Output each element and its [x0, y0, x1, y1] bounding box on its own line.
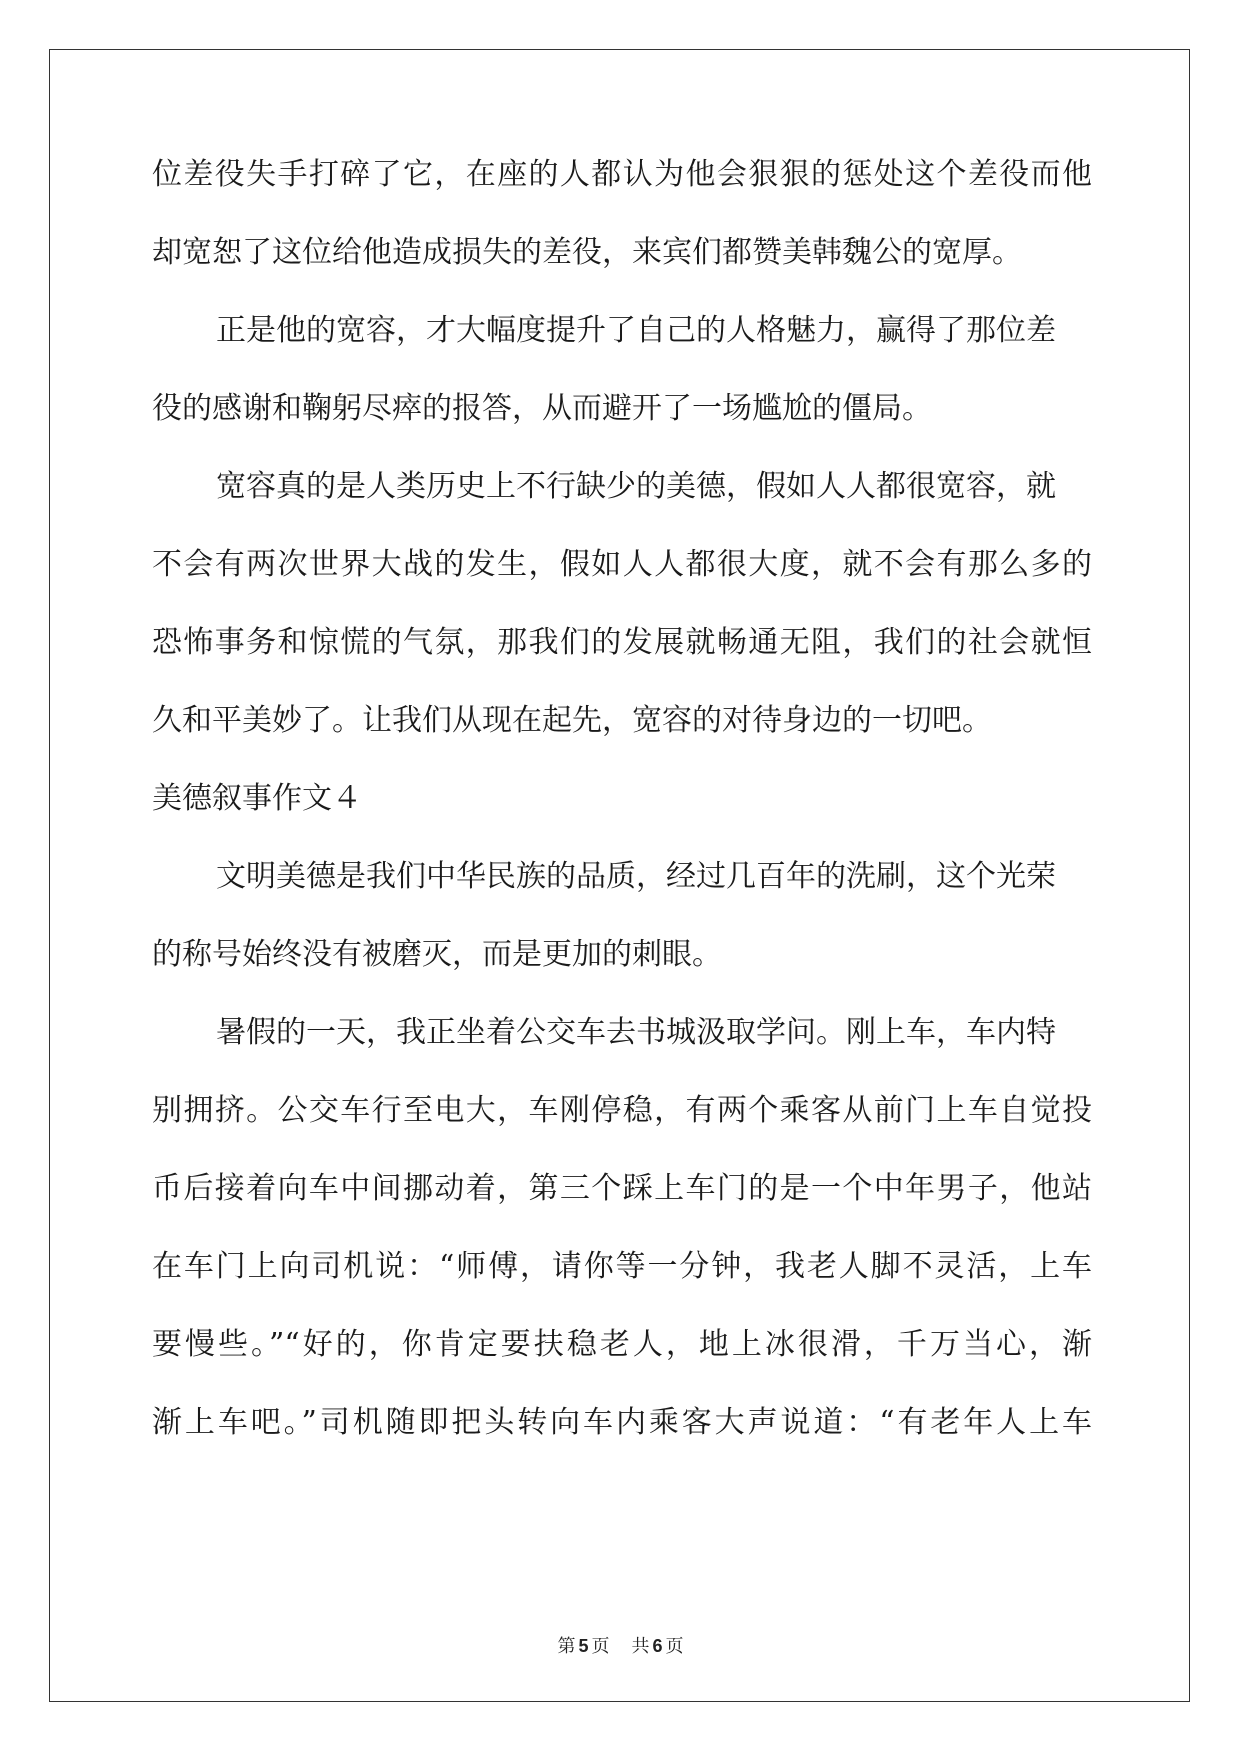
paragraph-first-line: 正是他的宽容，才大幅度提升了自己的人格魅力，赢得了那位差 [216, 313, 1056, 348]
current-page-number: 5 [578, 1636, 589, 1656]
paragraph-first-line: 文明美德是我们中华民族的品质，经过几百年的洗刷，这个光荣 [216, 859, 1056, 894]
text-line: 别拥挤。公交车行至电大，车刚停稳，有两个乘客从前门上车自觉投 [152, 1093, 1092, 1128]
document-body [152, 157, 1092, 1486]
text-line: 要慢些。”“好的，你肯定要扶稳老人，地上冰很滑，千万当心，渐 [152, 1327, 1092, 1362]
text-line: 的称号始终没有被磨灭，而是更加的刺眼。 [152, 937, 722, 972]
total-prefix: 共 [631, 1636, 650, 1656]
text-line: 渐上车吧。”司机随即把头转向车内乘客大声说道：“有老年人上车 [152, 1405, 1092, 1440]
paragraph-first-line: 宽容真的是人类历史上不行缺少的美德，假如人人都很宽容，就 [216, 469, 1056, 504]
page-prefix: 第 [557, 1636, 576, 1656]
text-line: 币后接着向车中间挪动着，第三个踩上车门的是一个中年男子，他站 [152, 1171, 1092, 1206]
text-line: 不会有两次世界大战的发生，假如人人都很大度，就不会有那么多的 [152, 547, 1092, 582]
text-line: 久和平美妙了。让我们从现在起先，宽容的对待身边的一切吧。 [152, 703, 992, 738]
page-suffix: 页 [591, 1636, 610, 1656]
text-line: 位差役失手打碎了它，在座的人都认为他会狠狠的惩处这个差役而他 [152, 157, 1092, 192]
total-suffix: 页 [665, 1636, 684, 1656]
paragraph-first-line: 暑假的一天，我正坐着公交车去书城汲取学问。刚上车，车内特 [216, 1015, 1056, 1050]
section-heading: 美德叙事作文４ [152, 781, 362, 816]
text-line: 却宽恕了这位给他造成损失的差役，来宾们都赞美韩魏公的宽厚。 [152, 235, 1022, 270]
text-line: 恐怖事务和惊慌的气氛，那我们的发展就畅通无阻，我们的社会就恒 [152, 625, 1092, 660]
total-page-number: 6 [652, 1636, 663, 1656]
page-footer [0, 1632, 1241, 1658]
text-line: 役的感谢和鞠躬尽瘁的报答，从而避开了一场尴尬的僵局。 [152, 391, 932, 426]
text-line: 在车门上向司机说：“师傅，请你等一分钟，我老人脚不灵活，上车 [152, 1249, 1092, 1284]
